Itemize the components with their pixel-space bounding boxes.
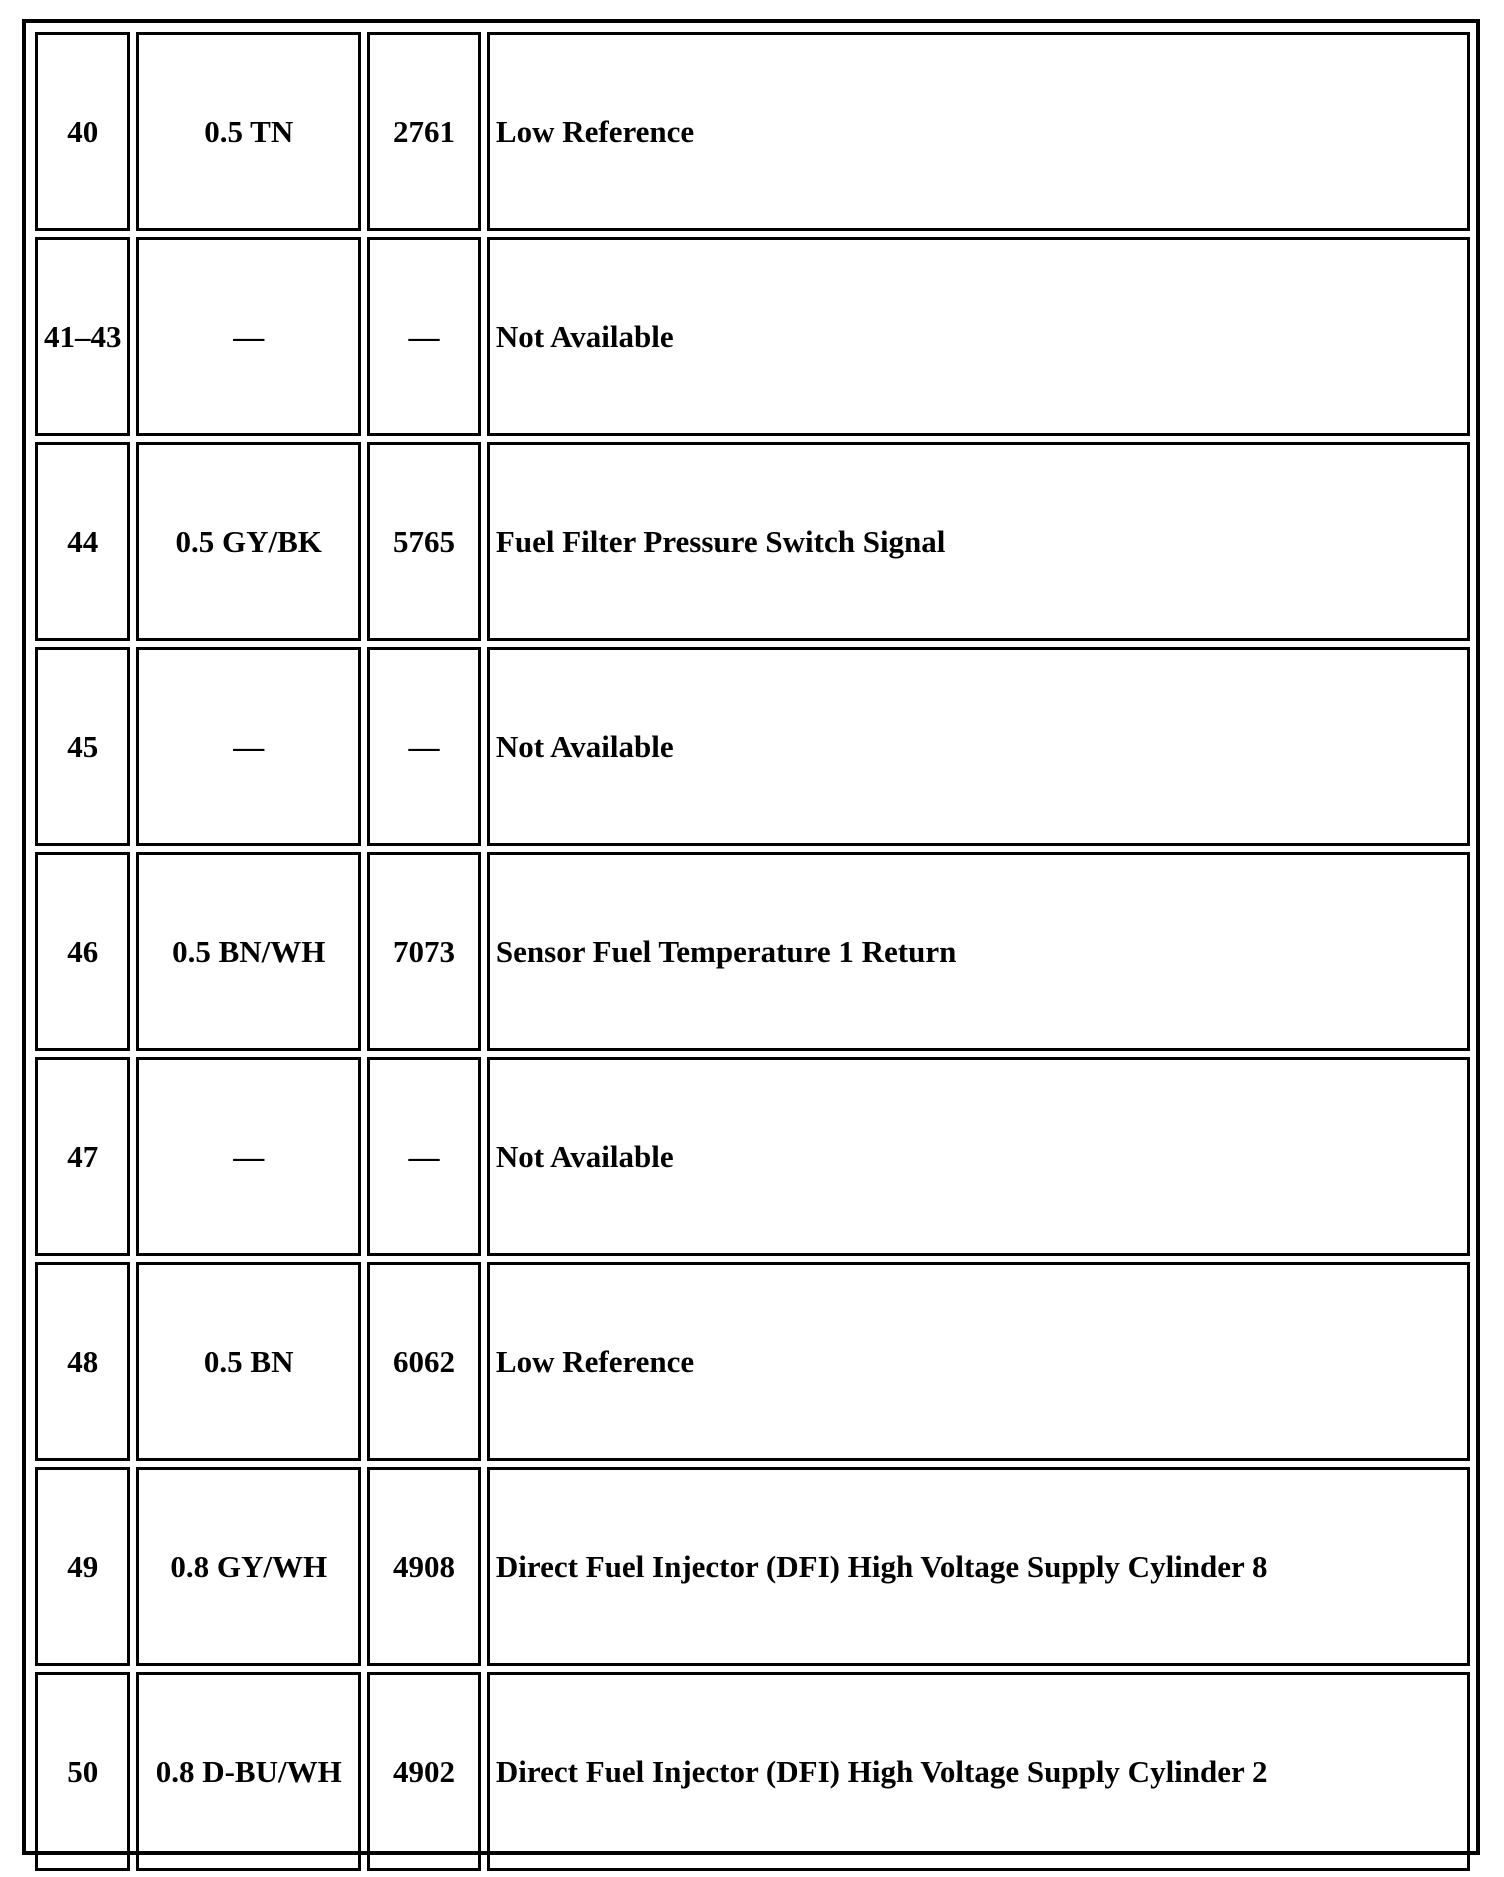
- circuit-number-cell: —: [367, 237, 481, 436]
- wire-size-color-cell: 0.8 GY/WH: [136, 1467, 361, 1666]
- pin-number-cell: 45: [35, 647, 130, 846]
- circuit-number-cell: —: [367, 1057, 481, 1256]
- function-cell: Not Available: [487, 237, 1470, 436]
- table-row: [35, 852, 1470, 1051]
- circuit-number-cell: —: [367, 647, 481, 846]
- wire-size-color-cell: —: [136, 1057, 361, 1256]
- pin-number-cell: 50: [35, 1672, 130, 1871]
- function-cell: Direct Fuel Injector (DFI) High Voltage Supply Cylinder 2: [487, 1672, 1470, 1871]
- table-row: [35, 1467, 1470, 1666]
- wire-size-color-cell: 0.5 BN/WH: [136, 852, 361, 1051]
- wire-size-color-cell: —: [136, 237, 361, 436]
- wire-size-color-cell: —: [136, 647, 361, 846]
- pin-number-cell: 40: [35, 32, 130, 231]
- table-row: [35, 237, 1470, 436]
- table-row: [35, 647, 1470, 846]
- function-cell: Low Reference: [487, 1262, 1470, 1461]
- pin-number-cell: 49: [35, 1467, 130, 1666]
- wire-size-color-cell: 0.5 GY/BK: [136, 442, 361, 641]
- circuit-number-cell: 5765: [367, 442, 481, 641]
- circuit-number-cell: 7073: [367, 852, 481, 1051]
- pin-number-cell: 41–43: [35, 237, 130, 436]
- table-row: [35, 1057, 1470, 1256]
- wire-size-color-cell: 0.5 BN: [136, 1262, 361, 1461]
- table-row: [35, 32, 1470, 231]
- function-cell: Direct Fuel Injector (DFI) High Voltage Supply Cylinder 8: [487, 1467, 1470, 1666]
- function-cell: Not Available: [487, 1057, 1470, 1256]
- table-row: [35, 1262, 1470, 1461]
- wire-size-color-cell: 0.5 TN: [136, 32, 361, 231]
- function-cell: Low Reference: [487, 32, 1470, 231]
- function-cell: Not Available: [487, 647, 1470, 846]
- pin-number-cell: 46: [35, 852, 130, 1051]
- circuit-number-cell: 2761: [367, 32, 481, 231]
- function-cell: Sensor Fuel Temperature 1 Return: [487, 852, 1470, 1051]
- pin-number-cell: 48: [35, 1262, 130, 1461]
- wire-size-color-cell: 0.8 D-BU/WH: [136, 1672, 361, 1871]
- table-row: [35, 442, 1470, 641]
- connector-pinout-table-frame: [22, 19, 1480, 1855]
- circuit-number-cell: 4902: [367, 1672, 481, 1871]
- table-row: [35, 1672, 1470, 1871]
- pin-number-cell: 47: [35, 1057, 130, 1256]
- pin-number-cell: 44: [35, 442, 130, 641]
- circuit-number-cell: 4908: [367, 1467, 481, 1666]
- circuit-number-cell: 6062: [367, 1262, 481, 1461]
- function-cell: Fuel Filter Pressure Switch Signal: [487, 442, 1470, 641]
- connector-pinout-table: [29, 26, 1476, 1877]
